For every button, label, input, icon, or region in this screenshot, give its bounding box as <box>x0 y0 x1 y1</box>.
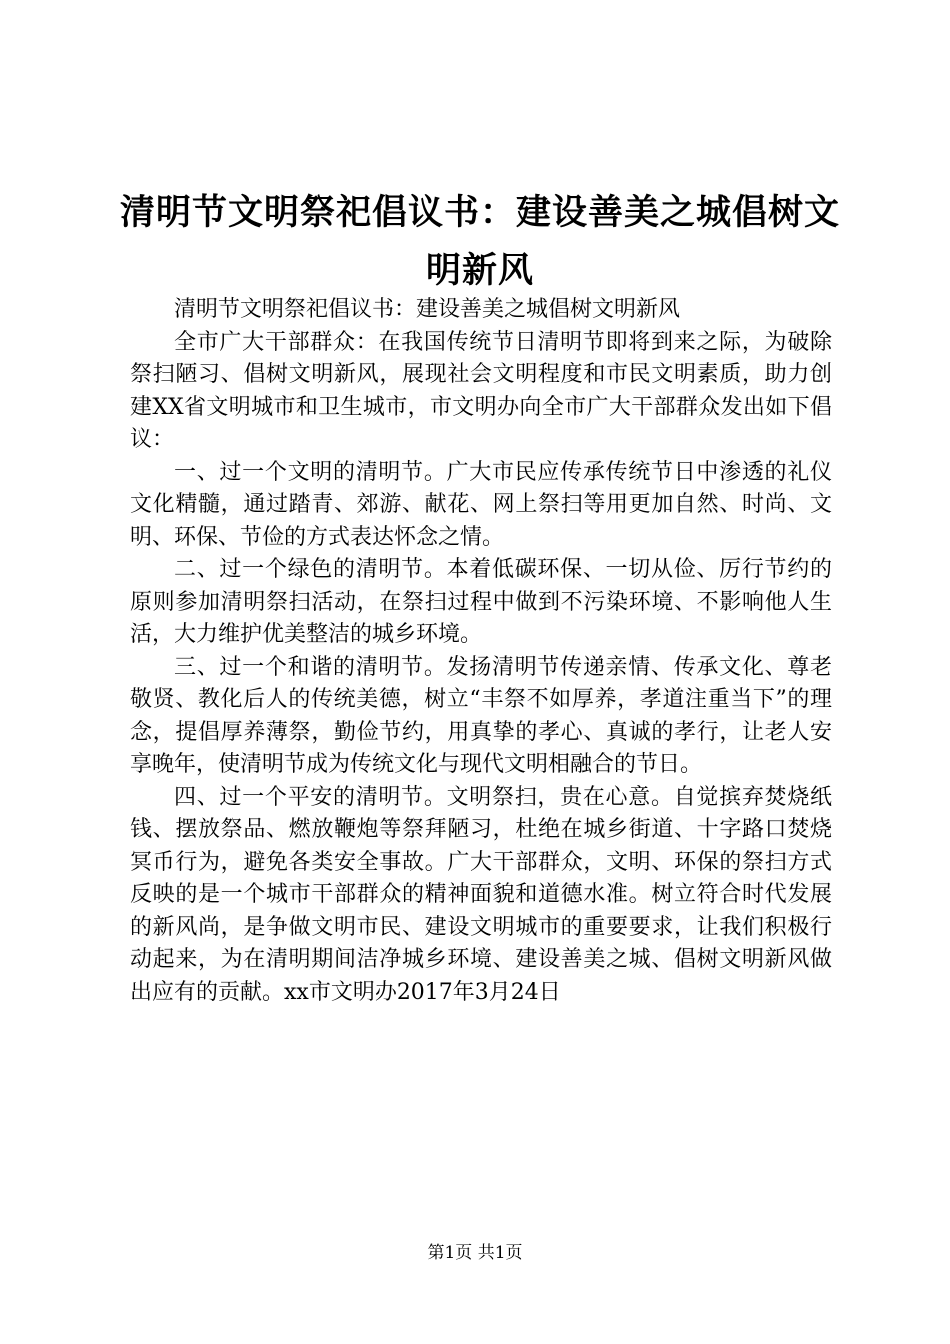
proposal-paragraph-3: 三、过一个和谐的清明节。发扬清明节传递亲情、传承文化、尊老敬贤、教化后人的传统美德，树立“丰祭不如厚养，孝道注重当下”的理念，提倡厚养薄祭，勤俭节约，用真挚的孝心、真诚的孝行，让老人安享晚年，使清明节成为传统文化与现代文明相融合的节日。 <box>130 654 832 777</box>
title-line-1: 清明节文明祭祀倡议书：建设善美之城倡树文 <box>120 192 841 233</box>
document-body <box>130 294 832 1009</box>
document-title <box>120 184 840 300</box>
proposal-paragraph-1: 一、过一个文明的清明节。广大市民应传承传统节日中渗透的礼仪文化精髓，通过踏青、郊游、献花、网上祭扫等用更加自然、时尚、文明、环保、节俭的方式表达怀念之情。 <box>130 459 832 550</box>
page-number-footer: 第1页 共1页 <box>427 1243 523 1263</box>
proposal-paragraph-4: 四、过一个平安的清明节。文明祭扫，贵在心意。自觉摈弃焚烧纸钱、摆放祭品、燃放鞭炮等祭拜陋习，杜绝在城乡街道、十字路口焚烧冥币行为，避免各类安全事故。广大干部群众，文明、环保的祭扫方式反映的是一个城市干部群众的精神面貌和道德水准。树立符合时代发展的新风尚，是争做文明市民、建设文明城市的重要要求，让我们积极行动起来，为在清明期间洁净城乡环境、建设善美之城、倡树文明新风做出应有的贡献。xx市文明办2017年3月24日 <box>130 784 832 1005</box>
subtitle-paragraph: 清明节文明祭祀倡议书：建设善美之城倡树文明新风 <box>174 297 681 322</box>
salutation-paragraph: 全市广大干部群众：在我国传统节日清明节即将到来之际，为破除祭扫陋习、倡树文明新风，展现社会文明程度和市民文明素质，助力创建XX省文明城市和卫生城市，市文明办向全市广大干部群众发出如下倡议： <box>130 329 832 452</box>
proposal-paragraph-2: 二、过一个绿色的清明节。本着低碳环保、一切从俭、厉行节约的原则参加清明祭扫活动，在祭扫过程中做到不污染环境、不影响他人生活，大力维护优美整洁的城乡环境。 <box>130 557 832 647</box>
title-line-2: 明新风 <box>425 250 534 291</box>
